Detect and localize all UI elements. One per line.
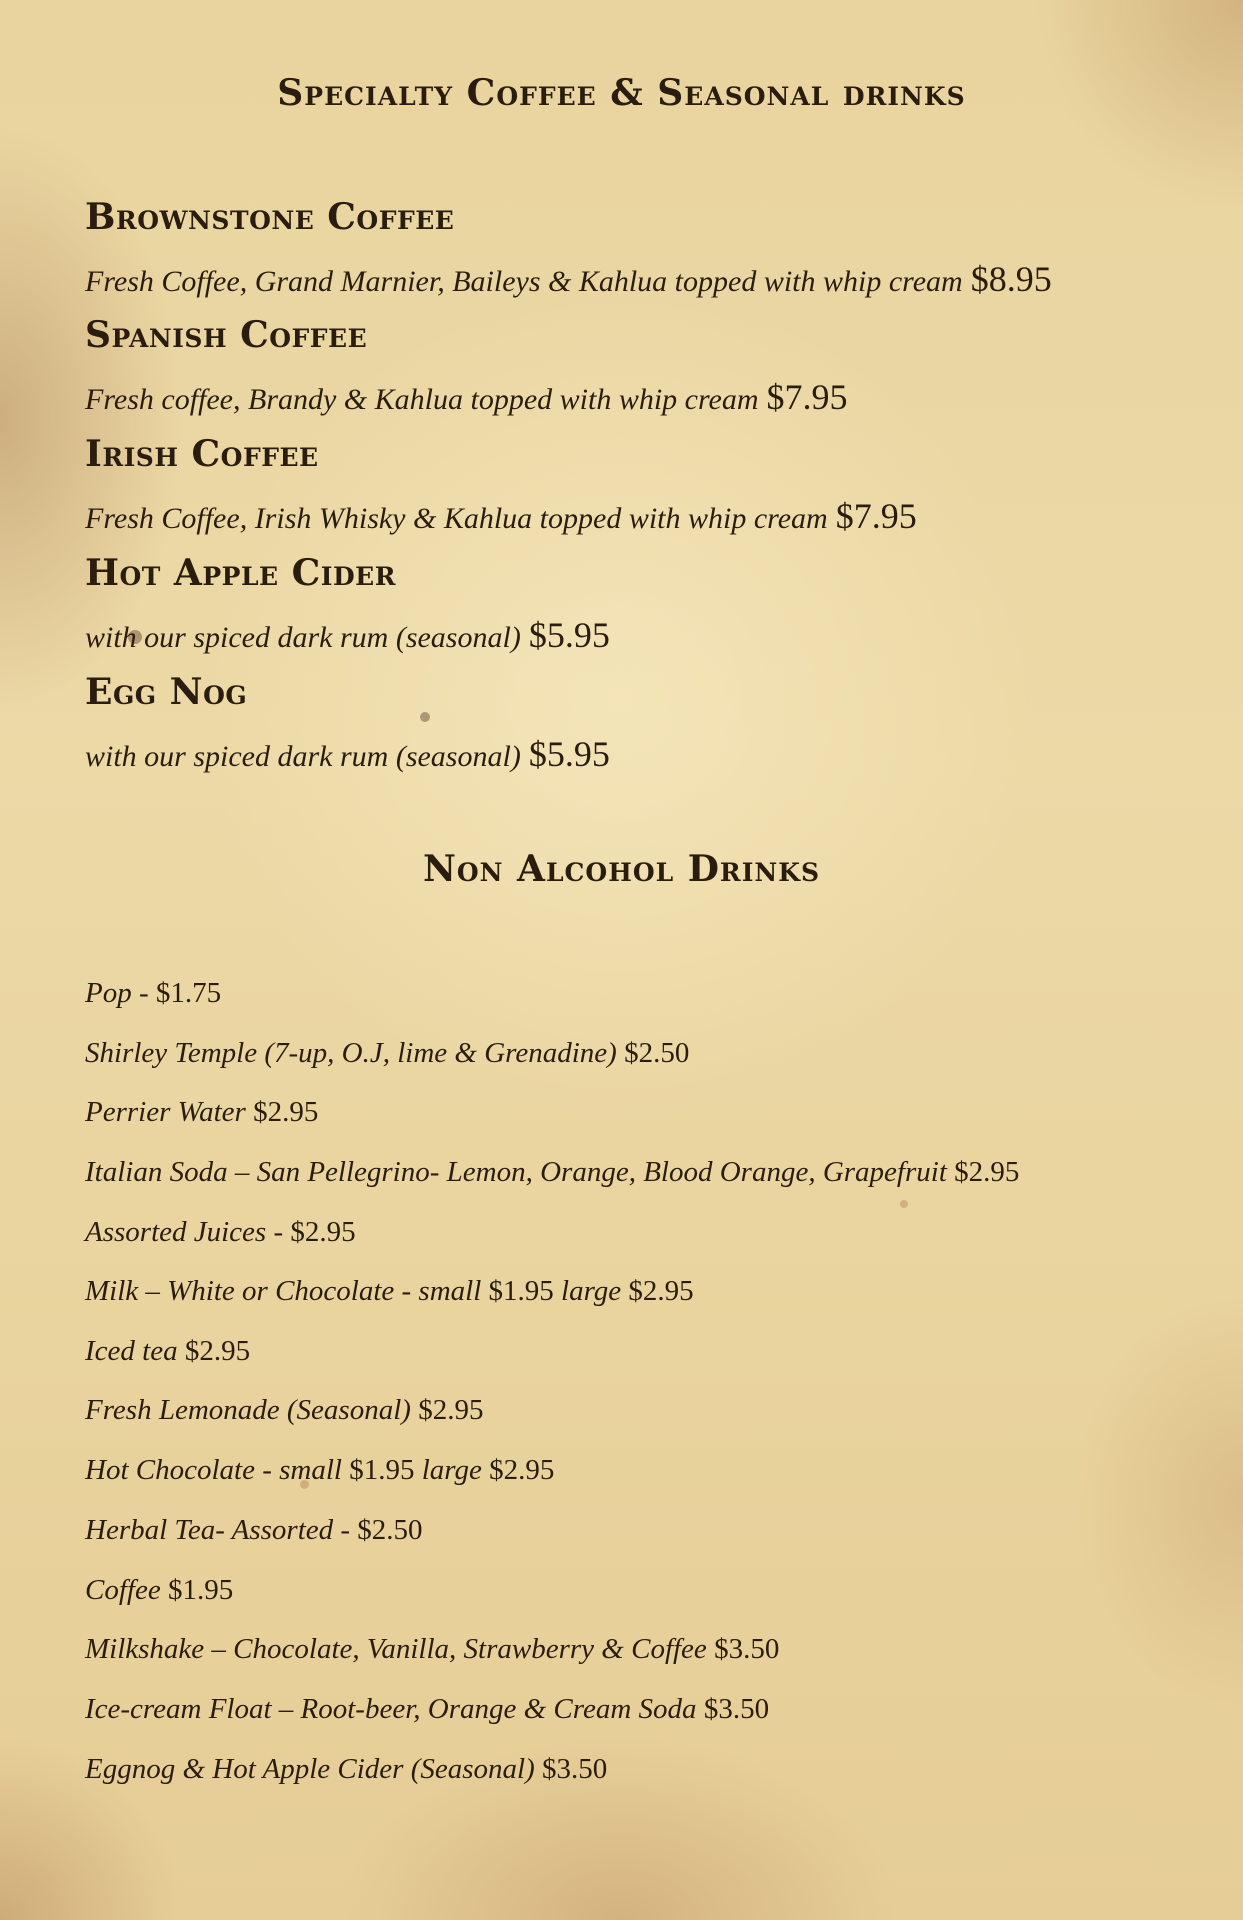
item-name-irish-coffee: Irish Coffee (85, 433, 319, 475)
item-price: $5.95 (528, 615, 610, 655)
list-item (85, 1514, 423, 1547)
list-item (85, 1156, 1019, 1189)
item-name: Assorted Juices (85, 1216, 267, 1248)
list-item (85, 1454, 554, 1487)
item-name: Herbal Tea- Assorted (85, 1514, 334, 1546)
item-name: Milkshake – Chocolate, Vanilla, Strawberry & Coffee (85, 1633, 707, 1665)
item-price: $2.95 (954, 1156, 1020, 1188)
item-price: $2.95 (628, 1275, 694, 1307)
item-desc-egg-nog (85, 733, 610, 775)
item-name: Hot Chocolate - small (85, 1454, 342, 1486)
item-description: Fresh Coffee, Grand Marnier, Baileys & Kahlua topped with whip cream (85, 265, 963, 298)
item-price: $1.95 (488, 1275, 554, 1307)
item-price: $3.50 (541, 1753, 608, 1785)
list-item (85, 1275, 694, 1308)
item-price: - $2.95 (273, 1216, 356, 1248)
item-name-egg-nog: Egg Nog (85, 671, 248, 713)
item-name-hot-apple-cider: Hot Apple Cider (85, 552, 396, 594)
item-price: $8.95 (970, 259, 1052, 299)
paper-speck (420, 712, 430, 722)
list-item (85, 1037, 689, 1070)
list-item (85, 1633, 779, 1666)
paper-speck (900, 1200, 908, 1208)
item-price: $3.50 (703, 1693, 770, 1725)
item-name: Iced tea (85, 1335, 178, 1367)
item-price: $2.95 (253, 1096, 319, 1128)
item-description: with our spiced dark rum (seasonal) (85, 740, 521, 773)
item-size-label: large (421, 1454, 482, 1486)
item-name: Shirley Temple (7-up, O.J, lime & Grenadine) (85, 1037, 617, 1069)
item-name-brownstone-coffee: Brownstone Coffee (85, 196, 455, 238)
item-name: Perrier Water (85, 1096, 246, 1128)
item-price: $2.95 (489, 1454, 555, 1486)
section-heading-specialty: Specialty Coffee & Seasonal drinks (277, 72, 966, 114)
item-name: Coffee (85, 1574, 161, 1606)
list-item (85, 977, 221, 1010)
item-name: Milk – White or Chocolate - small (85, 1275, 482, 1307)
item-name-spanish-coffee: Spanish Coffee (85, 314, 368, 356)
list-item (85, 1693, 769, 1726)
item-price: $3.50 (714, 1633, 780, 1665)
item-name: Eggnog & Hot Apple Cider (Seasonal) (85, 1753, 535, 1785)
list-item (85, 1096, 318, 1129)
item-price: $2.50 (624, 1037, 690, 1069)
item-name: Ice-cream Float – Root-beer, Orange & Cream Soda (85, 1693, 697, 1725)
item-price: $2.95 (184, 1335, 251, 1367)
item-name: Italian Soda – San Pellegrino- Lemon, Orange, Blood Orange, Grapefruit (85, 1156, 947, 1188)
item-desc-spanish-coffee (85, 376, 848, 418)
item-desc-irish-coffee (85, 495, 917, 537)
item-desc-brownstone-coffee (85, 258, 1052, 300)
list-item (85, 1216, 356, 1249)
item-price: $2.95 (418, 1394, 484, 1426)
item-description: Fresh Coffee, Irish Whisky & Kahlua topped with whip cream (85, 502, 828, 535)
item-description: Fresh coffee, Brandy & Kahlua topped with whip cream (85, 383, 759, 416)
section-heading-non-alcohol: Non Alcohol Drinks (422, 848, 821, 890)
item-price: $1.95 (167, 1574, 234, 1606)
item-price: $5.95 (528, 734, 610, 774)
list-item (85, 1753, 607, 1786)
item-price: - $2.50 (340, 1514, 423, 1546)
list-item (85, 1574, 233, 1607)
item-price: $7.95 (835, 496, 917, 536)
item-name: Pop - (85, 977, 149, 1009)
item-price: $1.95 (349, 1454, 415, 1486)
item-description: with our spiced dark rum (seasonal) (85, 621, 521, 654)
list-item (85, 1335, 250, 1368)
item-price: $7.95 (766, 377, 848, 417)
item-desc-hot-apple-cider (85, 614, 610, 656)
item-price: $1.75 (148, 977, 222, 1009)
item-name: Fresh Lemonade (Seasonal) (85, 1394, 411, 1426)
item-size-label: large (561, 1275, 622, 1307)
list-item (85, 1394, 483, 1427)
